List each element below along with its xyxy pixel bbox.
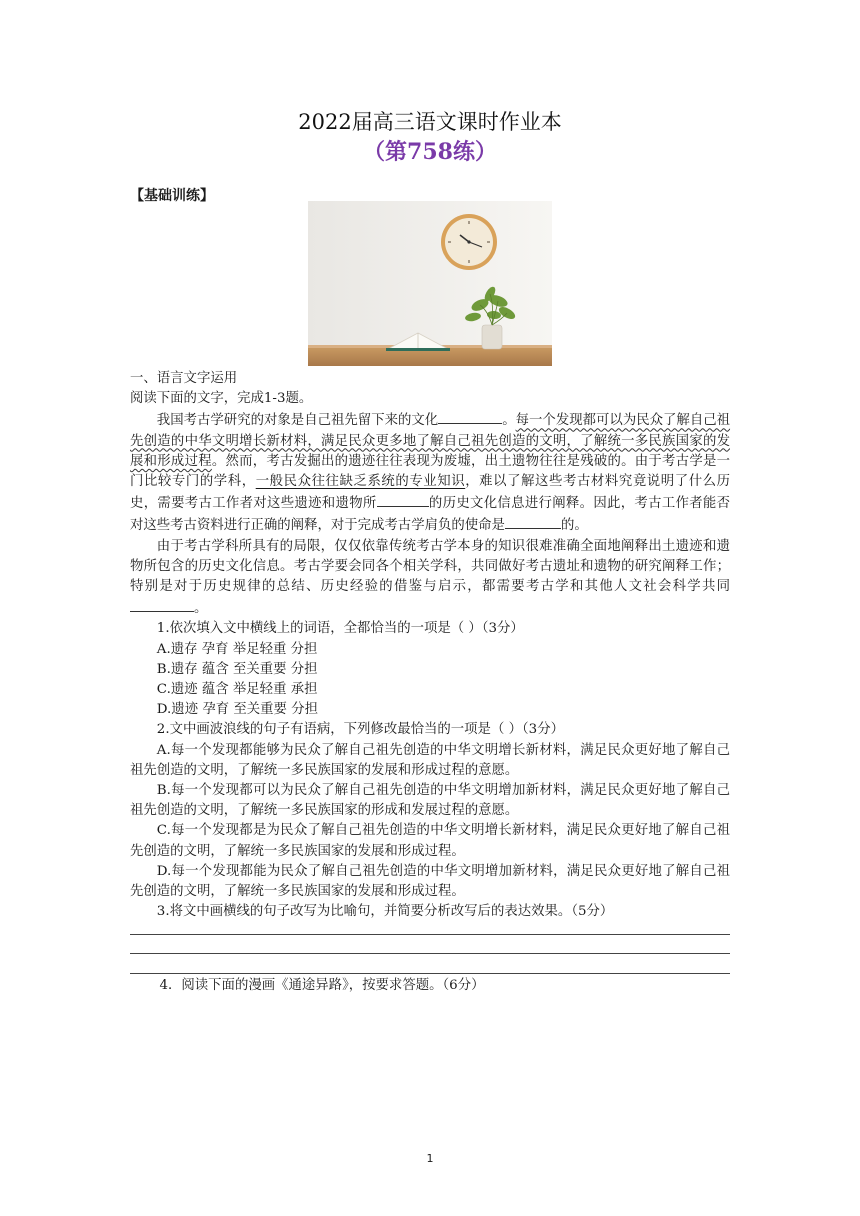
question-1-option[interactable]: D.遗迹 孕育 至关重要 分担	[156, 702, 318, 718]
section-tag: 【基础训练】	[130, 188, 214, 204]
question-2-option[interactable]: D.每一个发现都能为民众了解自己祖先创造的中华文明增加新材料，满足民众更好地了解自己祖先创造的文明，了解统一多民族国家的发展和形成过程。	[130, 863, 730, 900]
question-1-option[interactable]: C.遗迹 蕴含 举足轻重 承担	[156, 682, 318, 698]
section-heading: 一、语言文字运用	[130, 371, 238, 386]
question-body	[130, 369, 730, 922]
passage-paragraph-2: 由于考古学科所具有的局限，仅仅依靠传统考古学本身的知识很难准确全面地阐释出土遗迹和遗物所包含的历史文化信息。考古学要会同各个相关学科，共同做好考古遗址和遗物的研究阐释工作；特别是对于历史规律的总结、历史经验的借鉴与启示，都需要考古学和其他人文社会科学共同。	[130, 538, 730, 617]
clock-and-book-photo	[308, 201, 552, 366]
answer-line[interactable]	[130, 973, 730, 974]
answer-blank[interactable]	[130, 597, 194, 612]
document-title: 2022届高三语文课时作业本	[298, 110, 562, 134]
answer-blank[interactable]	[438, 409, 502, 424]
question-3-stem: 3.将文中画横线的句子改写为比喻句，并简要分析改写后的表达效果。（5分）	[156, 904, 614, 920]
question-1-option[interactable]: B.遗存 蕴含 至关重要 分担	[156, 661, 318, 677]
question-1-option[interactable]: A.遗存 孕育 举足轻重 分担	[156, 641, 318, 657]
underlined-sentence: 一般民众往往缺乏系统的专业知识	[255, 474, 466, 490]
question-2-option[interactable]: B.每一个发现都可以为民众了解自己祖先创造的中华文明增加新材料，满足民众更好地了解自己祖先创造的文明，了解统一多民族国家的形成和发展过程的意愿。	[130, 783, 730, 819]
answer-blank[interactable]	[505, 514, 561, 529]
question-4-stem: 4．阅读下面的漫画《通途异路》，按要求答题。（6分）	[159, 978, 485, 993]
question-2-stem: 2.文中画波浪线的句子有语病，下列修改最恰当的一项是（ ）（3分）	[156, 722, 564, 738]
question-2-option[interactable]: C.每一个发现都是为民众了解自己祖先创造的中华文明增长新材料，满足民众更好地了解自己祖先创造的文明，了解统一多民族国家的发展和形成过程。	[130, 823, 730, 859]
question-1-stem: 1.依次填入文中横线上的词语，全都恰当的一项是（ ）（3分）	[156, 621, 524, 637]
question-2-option[interactable]: A.每一个发现都能够为民众了解自己祖先创造的中华文明增长新材料，满足民众更好地了解自己祖先创造的文明，了解统一多民族国家的发展和形成过程的意愿。	[130, 742, 730, 778]
document-subtitle: （第758练）	[363, 139, 497, 165]
answer-line[interactable]	[130, 953, 730, 954]
reading-instruction: 阅读下面的文字，完成1-3题。	[130, 391, 313, 407]
answer-line[interactable]	[130, 934, 730, 935]
wavy-underlined-sentence: 每一个发现都可以为民众了解自己祖先创造的中华文明增长新材料，满足民众更多地了解自己祖先创造的文明，了解统一多民族国家的发展和形成过程	[130, 413, 731, 469]
passage-paragraph-1: 我国考古学研究的对象是自己祖先留下来的文化 。每一个发现都可以为民众了解自己祖先创造的中华文明增长新材料，满足民众更多地了解自己祖先创造的文明，了解统一多民族国家的发展和形成过程。然而，考古发掘出的遗迹往往表现为废墟，出土遗物往往是残破的。由于考古学是一门比较专门的学科，一般民众往往缺乏系统的专业知识，难以了解这些考古材料究竟说明了什么历史，需要考古工作者对这些遗迹和遗物所 的历史文化信息进行阐释。因此，考古工作者能否对这些考古资料进行正确的阐释，对于完成考古学肩负的使命是 的。	[130, 409, 730, 536]
page-number: 1	[426, 1152, 434, 1165]
answer-blank[interactable]	[377, 492, 429, 507]
